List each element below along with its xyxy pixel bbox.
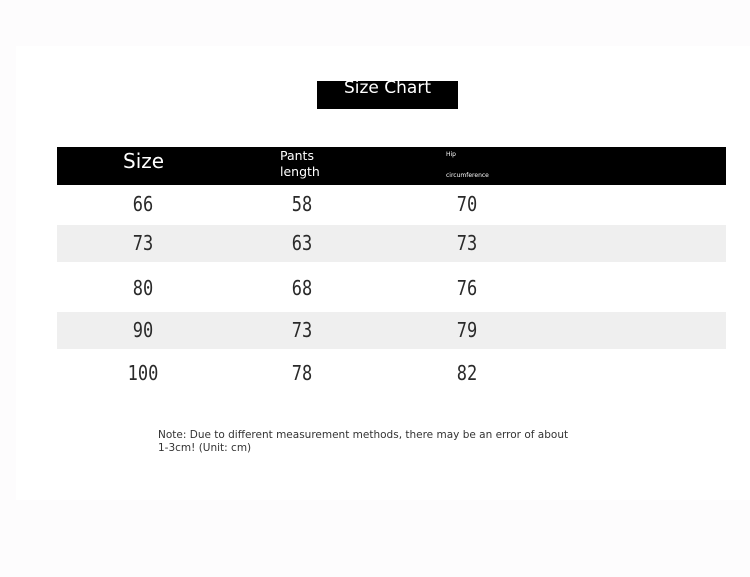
header-pants-length-line1: Pants: [280, 148, 314, 163]
cell-hip: 76: [456, 276, 478, 300]
cell-pants-length: 63: [291, 231, 313, 255]
table-row: [57, 186, 726, 223]
cell-pants-length: 58: [291, 192, 313, 216]
cell-size: 80: [132, 276, 154, 300]
measurement-note-line2: 1-3cm! (Unit: cm): [158, 442, 252, 454]
cell-hip: 73: [456, 231, 478, 255]
cell-size: 66: [132, 192, 154, 216]
header-pants-length: [280, 148, 350, 180]
cell-size: 73: [132, 231, 154, 255]
table-row: [57, 312, 726, 349]
cell-size: 100: [127, 361, 159, 385]
cell-size: 90: [132, 318, 154, 342]
cell-pants-length: 73: [291, 318, 313, 342]
cell-hip: 82: [456, 361, 478, 385]
table-row: [57, 225, 726, 262]
header-hip-line2: circumference: [446, 172, 489, 179]
header-size: Size: [123, 149, 165, 173]
table-header: [57, 147, 726, 185]
table-row: [57, 270, 726, 307]
cell-pants-length: 78: [291, 361, 313, 385]
cell-hip: 79: [456, 318, 478, 342]
header-hip-line1: Hip: [446, 151, 456, 158]
table-row: [57, 355, 726, 392]
measurement-note-line1: Note: Due to different measurement methods, there may be an error of about: [158, 429, 569, 441]
cell-hip: 70: [456, 192, 478, 216]
header-pants-length-line2: length: [280, 164, 320, 179]
cell-pants-length: 68: [291, 276, 313, 300]
chart-title: Size Chart: [317, 81, 458, 109]
measurement-note: [158, 429, 588, 455]
